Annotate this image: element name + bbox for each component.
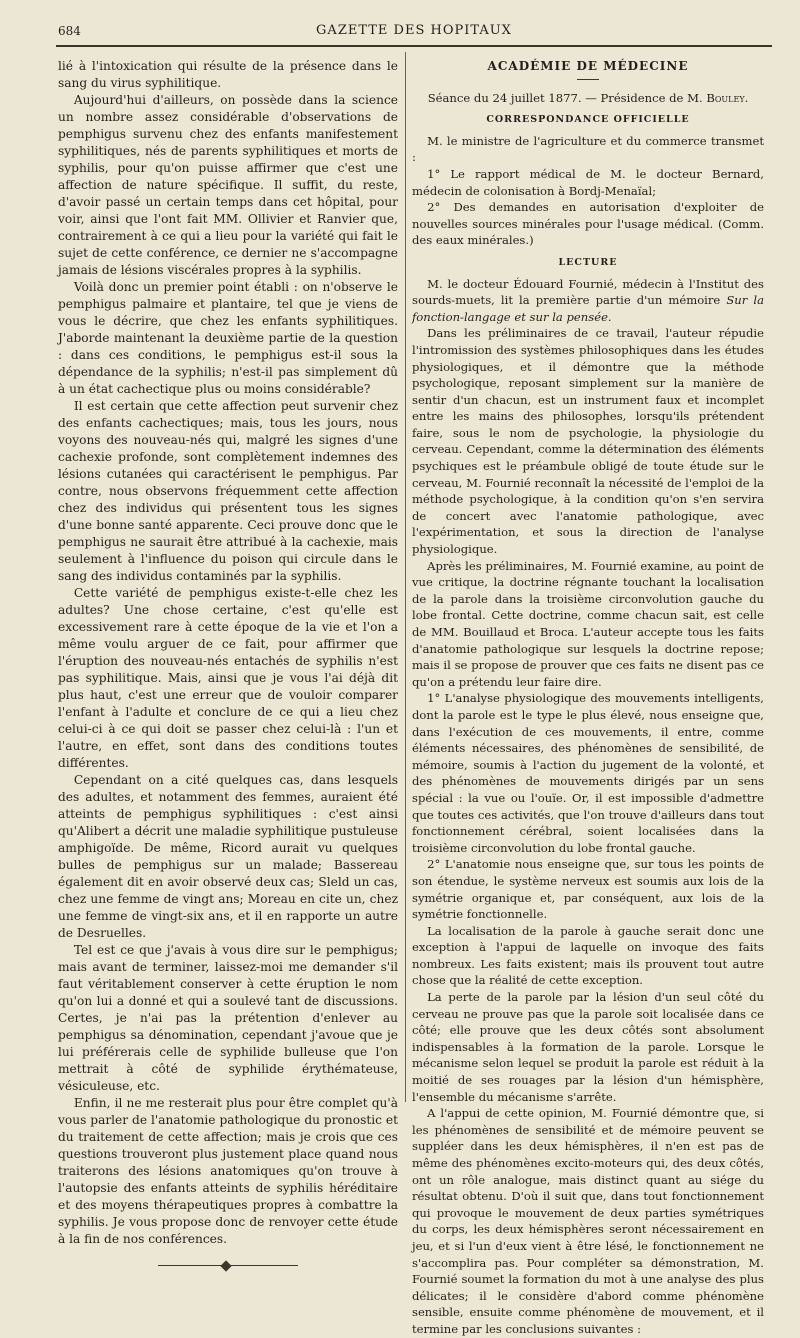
section-title: ACADÉMIE DE MÉDECINE [487,59,689,73]
lecture-heading: LECTURE [558,256,618,268]
seance-text: Séance du 24 juillet 1877. — Présidence de M. [427,90,707,105]
corr-paragraph: 2° Des demandes en autorisation d'exploiter de nouvelles sources minérales pour l'usage médical. (Comm. des eaux minérales.) [412,200,764,248]
header-rule [56,45,772,47]
ornament-diamond [220,1260,231,1271]
seance-line [412,90,764,107]
page-number: 684 [58,24,81,38]
left-column [58,58,398,1270]
lecture-paragraph: 1° L'analyse physiologique des mouvements intelligents, dont la parole est le type le plus élevé, nous enseigne que, dans l'exécution de ces mouvements, il entre, comme éléments nécessaires, des phénomènes de sensibilité, de mémoire, soumis à l'action du jugement de la volonté, et des phénomènes de mouvements dirigés par un sens spécial : la vue ou l'ouïe. Or, il est impossible d'admettre que toutes ces activités, que l'on trouve d'ailleurs dans tout fonctionnement cérébral, soient localisées dans la troisième circonvolution du lobe frontal gauche. [412,691,764,855]
lecture-paragraph: A l'appui de cette opinion, M. Fournié démontre que, si les phénomènes de sensibilité et de mémoire peuvent se suppléer dans les deux hémisphères, il n'en est pas de même des phénomènes excito-moteurs qui, des deux côtés, ont un rôle analogue, mais distinct quant au siége du résultat obtenu. D'où il suit que, dans tout fonctionnement qui provoque le mouvement de deux parties symétriques du corps, les deux hémisphères seront nécessairement en jeu, et si l'un d'eux vient à être lésé, le fonctionnement ne s'accomplira pas. Pour compléter sa démonstration, M. Fournié soumet la formation du mot à une analyse des plus délicates; il le considère d'abord comme phénomène sensible, ensuite comme phénomène de mouvement, et il termine par les conclusions suivantes : [412,1106,764,1336]
page-header [58,22,770,46]
left-paragraph: Il est certain que cette affection peut survenir chez des enfants cachectiques; mais, tous les jours, nous voyons des nouveau-nés qui, malgré les signes d'une cachexie profonde, sont complètement indemnes des lésions cutanées qui caractérisent le pemphigus. Par contre, nous observons fréquemment cette affection chez des individus qui présentent tous les signes d'une bonne santé apparente. Ceci prouve donc que le pemphigus ne saurait être attribué à la cachexie, mais seulement à l'influence du poison qui circule dans le sang des individus contaminés par la syphilis. [58,399,398,583]
end-ornament [158,1262,298,1270]
lecture-paragraph: 2° L'anatomie nous enseigne que, sur tous les points de son étendue, le système nerveux est soumis aux lois de la symétrie organique et, par conséquent, aux lois de la symétrie fonctionnelle. [412,857,764,922]
lecture-title: Sur la fonction-langage et sur la pensée. [412,293,764,324]
left-paragraph: Cependant on a cité quelques cas, dans lesquels des adultes, et notamment des femmes, auraient été atteints de pemphigus syphilitiques : c'est ainsi qu'Alibert a décrit une maladie syphilitique pustuleuse amphigoïde. De même, Ricord aurait vu quelques bulles de pemphigus sur un malade; Bassereau également dit en avoir observé deux cas; Sleld un cas, chez une femme de vingt ans; Moreau en cite un, chez une femme de vingt-six ans, et il en rapporte un autre de Desruelles. [58,773,398,940]
corr-paragraph: 1° Le rapport médical de M. le docteur Bernard, médecin de colonisation à Bordj-Menaïal; [412,166,764,198]
lecture-intro-text: M. le docteur Édouard Fournié, médecin à l'Institut des sourds-muets, lit la première partie d'un mémoire [412,276,764,308]
right-column [412,58,764,1338]
lecture-paragraph: La localisation de la parole à gauche serait donc une exception à l'appui de laquelle on invoque des faits nombreux. Les faits existent; mais ils prouvent tout autre chose que la réalité de cette exception. [412,923,764,988]
lecture-paragraph: Dans les préliminaires de ce travail, l'auteur répudie l'intromission des systèmes philosophiques dans les études physiologiques, et il démontre que la méthode psychologique, reposant simplement sur la manière de sentir d'un chacun, est un instrument faux et incomplet entre les mains des philosophes, lorsqu'ils prétendent faire, sous le nom de psychologie, la physiologie du cerveau. Cependant, comme la détermination des éléments psychiques est le préambule obligé de toute étude sur le cerveau, M. Fournié reconnaît la nécessité de l'emploi de la méthode psychologique, à la condition qu'on s'en servira de concert avec l'anatomie pathologique, avec l'expérimentation, et sous la direction de l'analyse physiologique. [412,326,764,557]
correspondance-heading: CORRESPONDANCE OFFICIELLE [486,114,690,126]
title-rule [577,79,599,80]
left-paragraph: Enfin, il ne me resterait plus pour être complet qu'à vous parler de l'anatomie pathologique du pronostic et du traitement de cette affection; mais je crois que ces questions trouveront plus justement place quand nous traiterons des lésions anatomiques qu'on trouve à l'autopsie des enfants atteints de syphilis héréditaire et des moyens thérapeutiques propres à combattre la syphilis. Je vous propose donc de renvoyer cette étude à la fin de nos conférences. [58,1096,398,1246]
lecture-paragraph: Après les préliminaires, M. Fournié examine, au point de vue critique, la doctrine régnante touchant la localisation de la parole dans la troisième circonvolution gauche du lobe frontal. Cette doctrine, comme chacun sait, est celle de MM. Bouillaud et Broca. L'auteur accepte tous les faits d'anatomie pathologique sur lesquels la doctrine repose; mais il se propose de prouver que ces faits ne disent pas ce qu'on a prétendu leur faire dire. [412,558,764,689]
lecture-intro [412,276,764,326]
corr-paragraph: M. le ministre de l'agriculture et du commerce transmet : [412,133,764,165]
left-paragraph: Aujourd'hui d'ailleurs, on possède dans la science un nombre assez considérable d'observations de pemphigus survenu chez des enfants manifestement syphilitiques, nés de parents syphilitiques et morts de syphilis, pour qu'on puisse affirmer que c'est une affection de nature spécifique. Il suffit, du reste, d'avoir passé un certain temps dans cet hôpital, pour voir, ainsi que l'ont fait MM. Ollivier et Ranvier que, contrairement à ce qui a lieu pour la variété qui fait le sujet de cette conférence, ce dernier ne s'accompagne jamais de lésions viscérales propres à la syphilis. [58,93,398,277]
left-paragraph: lié à l'intoxication qui résulte de la présence dans le sang du virus syphilitique. [58,59,398,90]
left-paragraph: Tel est ce que j'avais à vous dire sur le pemphigus; mais avant de terminer, laissez-moi me demander s'il faut véritablement conserver à cette éruption le nom qu'on lui a donné et qui a soulevé tant de discussions. Certes, je n'ai pas la prétention d'enlever au pemphigus sa dénomination, cependant j'avoue que je lui préférerais celle de syphilide bulleuse que l'on mettrait à côté de syphilide érythémateuse, vésiculeuse, etc. [58,943,398,1093]
column-divider [405,52,406,1102]
lecture-paragraph: La perte de la parole par la lésion d'un seul côté du cerveau ne prouve pas que la parole soit localisée dans ce côté; elle prouve que les deux côtés sont absolument indispensables à la formation de la parole. Lorsque le mécanisme selon lequel se produit la parole est réduit à la moitié de ses rouages par la lésion d'un hémisphère, l'ensemble du mécanisme s'arrête. [412,990,764,1104]
president-name: Bouley. [706,90,749,105]
left-paragraph: Cette variété de pemphigus existe-t-elle chez les adultes? Une chose certaine, c'est qu'elle est excessivement rare à cette époque de la vie et l'on a même voulu arguer de ce fait, pour affirmer que l'éruption des nouveau-nés entachés de syphilis n'est pas syphilitique. Mais, ainsi que je vous l'ai déjà dit plus haut, c'est une erreur que de vouloir comparer l'enfant à l'adulte et conclure de ce qui a lieu chez celui-ci à ce qui doit se passer chez celui-là : l'un et l'autre, en effet, sont dans des conditions toutes différentes. [58,586,398,770]
left-paragraph: Voilà donc un premier point établi : on n'observe le pemphigus palmaire et plantaire, tel que je viens de vous le décrire, que chez les enfants syphilitiques. J'aborde maintenant la deuxième partie de la question : dans ces conditions, le pemphigus est-il sous la dépendance de la syphilis; n'est-il pas simplement dû à un état cachectique plus ou moins considérable? [58,280,398,396]
journal-title: GAZETTE DES HOPITAUX [316,23,512,38]
